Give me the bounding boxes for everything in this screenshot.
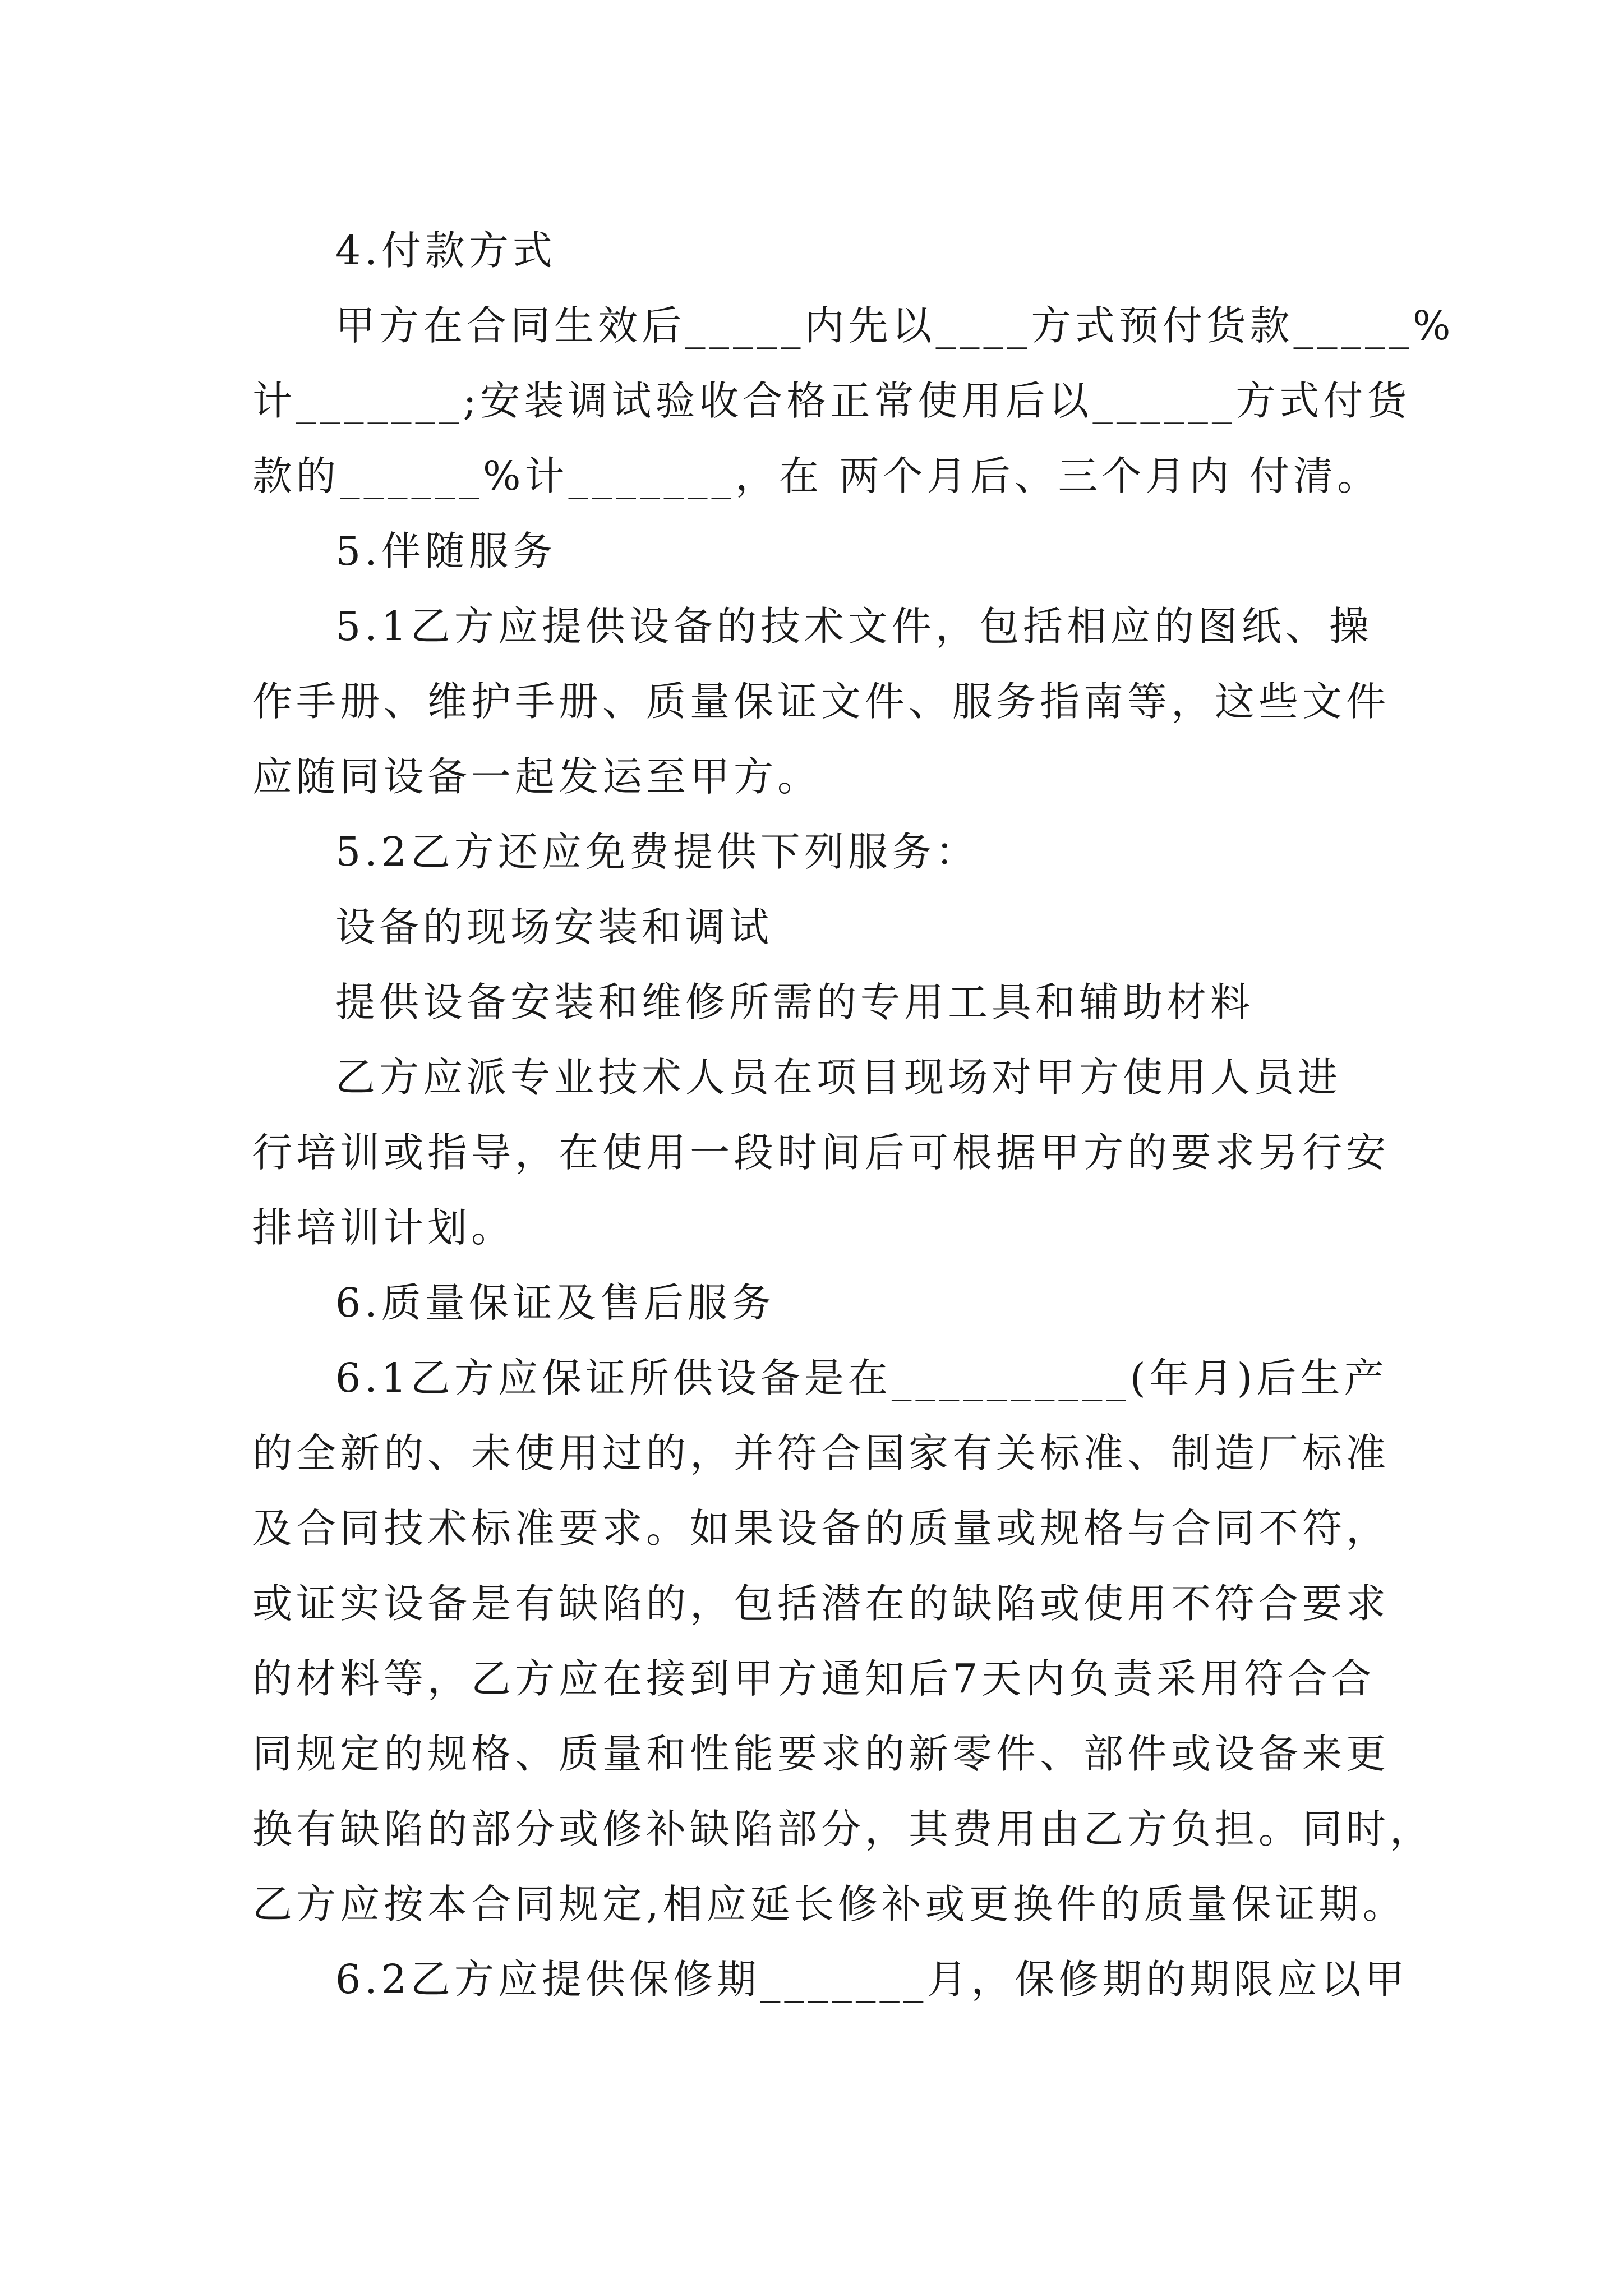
paragraph-line: 款的______%计_______，在 两个月后、三个月内 付清。 — [252, 453, 1381, 499]
paragraph-line: 6.2乙方应提供保修期_______月，保修期的期限应以甲 — [335, 1956, 1409, 2003]
paragraph-line: 行培训或指导，在使用一段时间后可根据甲方的要求另行安 — [252, 1129, 1390, 1176]
paragraph-line: 的材料等，乙方应在接到甲方通知后7天内负责采用符合合 — [252, 1655, 1376, 1702]
section-heading-services: 5.伴随服务 — [335, 528, 556, 574]
paragraph-line: 同规定的规格、质量和性能要求的新零件、部件或设备来更 — [252, 1731, 1390, 1777]
paragraph-line: 计_______;安装调试验收合格正常使用后以______方式付货 — [252, 378, 1411, 424]
paragraph-line: 作手册、维护手册、质量保证文件、服务指南等，这些文件 — [252, 678, 1390, 725]
paragraph-line: 5.2乙方还应免费提供下列服务： — [335, 829, 979, 875]
paragraph-line: 6.1乙方应保证所供设备是在__________(年月)后生产 — [335, 1355, 1388, 1401]
paragraph-line: 乙方应按本合同规定,相应延长修补或更换件的质量保证期。 — [252, 1881, 1407, 1927]
paragraph-line: 甲方在合同生效后_____内先以____方式预付货款_____% — [335, 302, 1455, 349]
section-heading-quality: 6.质量保证及售后服务 — [335, 1280, 775, 1326]
contract-text — [252, 213, 1455, 2017]
section-heading-payment: 4.付款方式 — [335, 227, 556, 274]
paragraph-line: 应随同设备一起发运至甲方。 — [252, 753, 822, 800]
paragraph-line: 及合同技术标准要求。如果设备的质量或规格与合同不符， — [252, 1505, 1390, 1552]
paragraph-line: 乙方应派专业技术人员在项目现场对甲方使用人员进 — [335, 1054, 1342, 1101]
paragraph-line: 设备的现场安装和调试 — [335, 904, 773, 950]
paragraph-line: 或证实设备是有缺陷的，包括潜在的缺陷或使用不符合要求 — [252, 1580, 1390, 1627]
paragraph-line: 的全新的、未使用过的，并符合国家有关标准、制造厂标准 — [252, 1430, 1390, 1476]
paragraph-line: 5.1乙方应提供设备的技术文件，包括相应的图纸、操 — [335, 603, 1373, 650]
paragraph-line: 排培训计划。 — [252, 1204, 515, 1251]
paragraph-line: 提供设备安装和维修所需的专用工具和辅助材料 — [335, 979, 1255, 1025]
paragraph-line: 换有缺陷的部分或修补缺陷部分，其费用由乙方负担。同时， — [252, 1806, 1434, 1852]
